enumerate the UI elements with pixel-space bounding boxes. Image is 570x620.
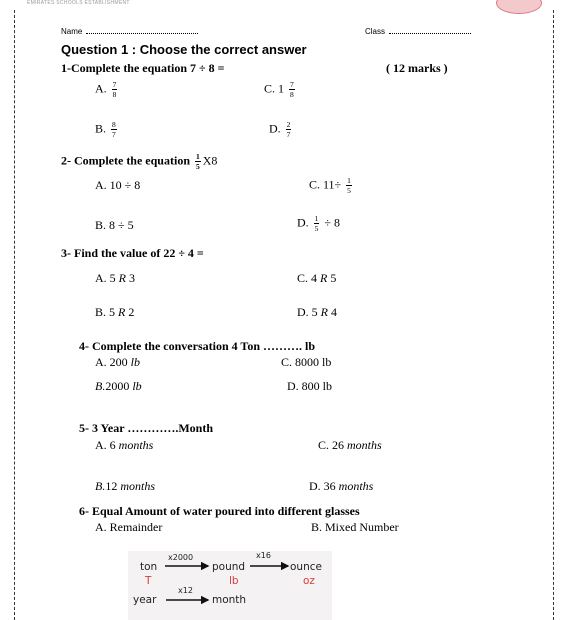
item4-option-c[interactable]: C. 8000 lb — [281, 355, 332, 369]
item4-option-d[interactable]: D. 800 lb — [287, 379, 332, 393]
school-logo — [496, 0, 542, 14]
item5-option-b[interactable]: B.12 months — [95, 479, 156, 493]
fraction: $\frac{1}{5}$ — [314, 214, 319, 233]
item1-option-c[interactable]: C. 1 $\frac{7}{8}$ — [264, 80, 294, 99]
conversion-arrows — [128, 551, 332, 620]
item3-prompt: 3- Find the value of 22 ÷ 4 = — [61, 246, 204, 260]
class-blank[interactable] — [389, 27, 471, 34]
item2-option-d[interactable]: D. $\frac{1}{5}$ ÷ 8 — [297, 214, 341, 233]
item1-option-d[interactable]: D. $\frac{2}{7}$ — [269, 120, 291, 139]
item5-option-a[interactable]: A. 6 months — [95, 438, 154, 452]
item2-option-c[interactable]: C. 11÷ $\frac{1}{5}$ — [309, 176, 351, 195]
year-to-month-multiplier: x12 — [178, 586, 193, 595]
fraction: $\frac{2}{7}$ — [286, 120, 291, 139]
fraction: $\frac{7}{8}$ — [290, 80, 294, 99]
class-label: Class — [365, 27, 386, 36]
item3-option-a[interactable]: A. 5 R 3 — [95, 271, 136, 285]
fraction: $\frac{1}{5}$ — [196, 152, 200, 171]
name-label: Name — [61, 27, 83, 36]
pound-abbr: lb — [229, 575, 239, 587]
item5-prompt: 5- 3 Year ………….Month — [79, 421, 213, 435]
item3-option-d[interactable]: D. 5 R 4 — [297, 305, 338, 319]
ounce-abbr: oz — [303, 575, 315, 587]
item4-prompt: 4- Complete the conversation 4 Ton ………. lb — [79, 339, 316, 353]
item2-option-a[interactable]: A. 10 ÷ 8 — [95, 178, 141, 192]
class-field[interactable] — [365, 21, 471, 39]
right-margin-dashes — [553, 10, 554, 620]
item4-option-b[interactable]: B.2000 lb — [95, 379, 142, 393]
item1-option-a[interactable]: A. $\frac{7}{8}$ — [95, 80, 117, 99]
fraction: $\frac{1}{5}$ — [347, 176, 351, 195]
item5-option-c[interactable]: C. 26 months — [318, 438, 382, 452]
ounce-label: ounce — [290, 561, 322, 573]
item6-prompt: 6- Equal Amount of water poured into different glasses — [79, 504, 360, 518]
ton-to-pound-multiplier: x2000 — [168, 553, 194, 562]
name-field[interactable] — [61, 21, 198, 39]
item5-option-d[interactable]: D. 36 months — [309, 479, 374, 493]
school-strip: EMIRATES SCHOOLS ESTABLISHMENT — [27, 0, 130, 6]
item1-prompt: 1-Complete the equation 7 ÷ 8 = — [61, 61, 225, 75]
conversion-chart — [128, 551, 332, 620]
fraction: $\frac{8}{7}$ — [112, 120, 116, 139]
year-label: year — [133, 594, 157, 606]
item3-option-c[interactable]: C. 4 R 5 — [297, 271, 337, 285]
item1-option-b[interactable]: B. $\frac{8}{7}$ — [95, 120, 116, 139]
pound-to-ounce-multiplier: x16 — [256, 551, 271, 560]
item2-option-b[interactable]: B. 8 ÷ 5 — [95, 218, 134, 232]
question-title: Question 1 : Choose the correct answer — [61, 42, 307, 57]
pound-label: pound — [212, 561, 246, 573]
marks-label: ( 12 marks ) — [386, 61, 448, 75]
ton-label: ton — [140, 561, 158, 573]
name-blank[interactable] — [86, 27, 198, 34]
month-label: month — [212, 594, 247, 606]
fraction: $\frac{7}{8}$ — [112, 80, 117, 99]
left-margin-dashes — [14, 10, 15, 620]
item3-option-b[interactable]: B. 5 R 2 — [95, 305, 135, 319]
item4-option-a[interactable]: A. 200 lb — [95, 355, 141, 369]
item6-option-a[interactable]: A. Remainder — [95, 520, 163, 534]
item6-option-b[interactable]: B. Mixed Number — [311, 520, 399, 534]
ton-abbr: T — [145, 575, 152, 587]
item2-prompt: 2- Complete the equation $\frac{1}{5}$ X8 — [61, 152, 218, 171]
